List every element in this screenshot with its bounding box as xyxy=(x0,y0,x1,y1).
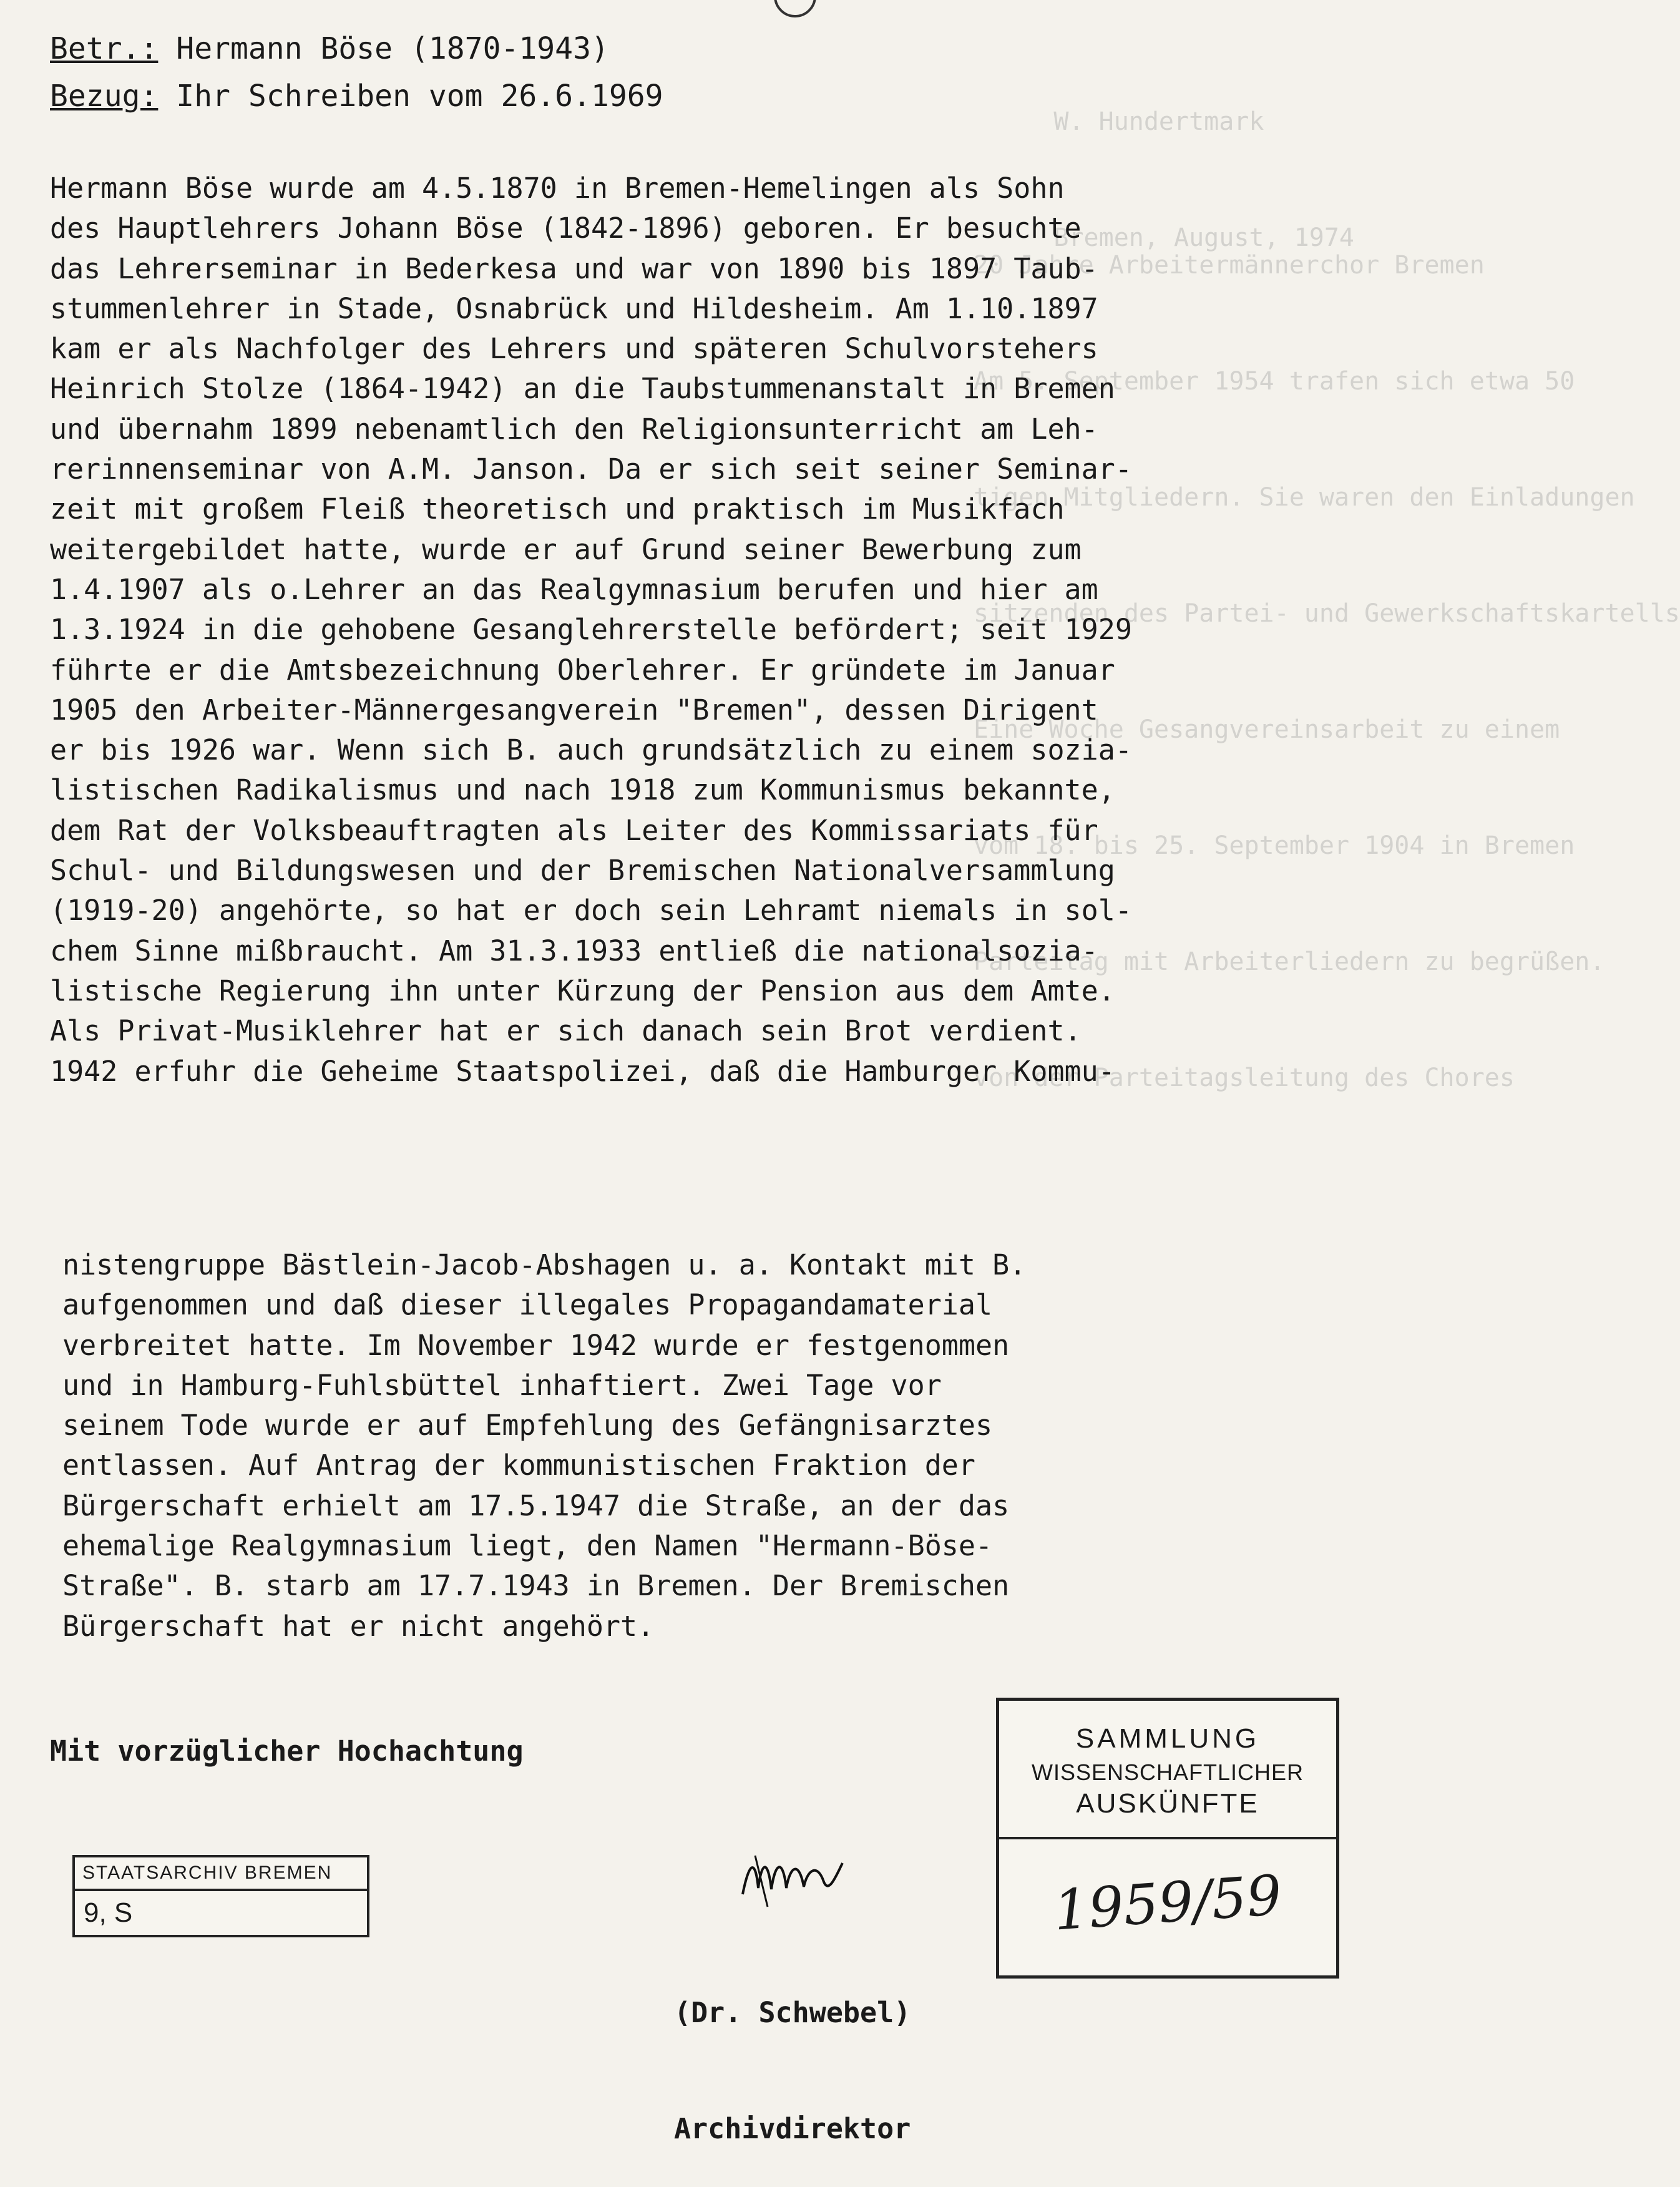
collection-stamp-line2: WISSENSCHAFTLICHER xyxy=(1031,1759,1304,1785)
bleed-line: tigen Mitgliedern. Sie waren den Einladungen xyxy=(974,483,1635,512)
body-line: aufgenommen und daß dieser illegales Propagandamaterial xyxy=(62,1288,993,1322)
body-line: Heinrich Stolze (1864-1942) an die Taubstummenanstalt in Bremen xyxy=(50,372,1115,406)
archive-stamp-title: STAATSARCHIV BREMEN xyxy=(75,1857,367,1891)
top-punch-mark xyxy=(774,0,816,17)
reference-line xyxy=(50,72,663,120)
body-line: 1.3.1924 in die gehobene Gesanglehrerstelle befördert; seit 1929 xyxy=(50,613,1132,647)
subject-text: Hermann Böse (1870-1943) xyxy=(176,31,609,66)
bleed-line: 20 Jahre Arbeitermännerchor Bremen xyxy=(974,251,1485,280)
body-line: (1919-20) angehörte, so hat er doch sein Lehramt niemals in sol- xyxy=(50,894,1132,927)
archive-stamp-number: 9, S xyxy=(84,1897,133,1928)
body-line: listischen Radikalismus und nach 1918 zum Kommunismus bekannte, xyxy=(50,773,1115,807)
body-line: weitergebildet hatte, wurde er auf Grund seiner Bewerbung zum xyxy=(50,532,1082,566)
archive-stamp xyxy=(72,1855,369,1937)
subject-label: Betr.: xyxy=(50,31,159,66)
body-line: seinem Tode wurde er auf Empfehlung des Gefängnisarztes xyxy=(62,1409,993,1442)
body-line: 1942 erfuhr die Geheime Staatspolizei, daß die Hamburger Kommu- xyxy=(50,1054,1115,1088)
bleed-line: Parteitag mit Arbeiterliedern zu begrüßen. xyxy=(974,947,1605,976)
closing-salutation: Mit vorzüglicher Hochachtung xyxy=(50,1734,524,1768)
bleed-line: sitzenden des Partei- und Gewerkschaftskartells xyxy=(974,599,1680,628)
bleed-line: Am 5. September 1954 trafen sich etwa 50 xyxy=(974,367,1575,396)
letter-body-continued xyxy=(62,1245,1026,1646)
bleed-line: Eine Woche Gesangvereinsarbeit zu einem xyxy=(974,715,1560,744)
signatory-block xyxy=(674,1916,911,2187)
body-line: Bürgerschaft hat er nicht angehört. xyxy=(62,1609,655,1643)
collection-stamp xyxy=(996,1698,1339,1979)
body-line: Straße". B. starb am 17.7.1943 in Bremen. Der Bremischen xyxy=(62,1569,1010,1603)
subject-line xyxy=(50,25,663,72)
bleed-line: von der Parteitagsleitung des Chores xyxy=(974,1064,1515,1092)
bleed-line: vom 18. bis 25. September 1904 in Bremen xyxy=(974,831,1575,860)
reference-label: Bezug: xyxy=(50,79,159,114)
collection-stamp-line1: SAMMLUNG xyxy=(1075,1723,1260,1754)
body-line: listische Regierung ihn unter Kürzung der Pension aus dem Amte. xyxy=(50,974,1115,1007)
body-line: und übernahm 1899 nebenamtlich den Religionsunterricht am Leh- xyxy=(50,412,1098,446)
body-line: dem Rat der Volksbeauftragten als Leiter des Kommissariats für xyxy=(50,813,1098,847)
bleed-line: W. Hundertmark xyxy=(1053,107,1264,136)
signatory-title: Archivdirektor xyxy=(674,2112,911,2145)
body-line: das Lehrerseminar in Bederkesa und war von 1890 bis 1897 Taub- xyxy=(50,252,1098,285)
body-line: Hermann Böse wurde am 4.5.1870 in Bremen-Hemelingen als Sohn xyxy=(50,172,1065,205)
body-line: entlassen. Auf Antrag der kommunistischen Fraktion der xyxy=(62,1449,975,1482)
body-line: und in Hamburg-Fuhlsbüttel inhaftiert. Zwei Tage vor xyxy=(62,1368,942,1402)
body-line: nistengruppe Bästlein-Jacob-Abshagen u. a. Kontakt mit B. xyxy=(62,1248,1027,1281)
body-line: ehemalige Realgymnasium liegt, den Namen "Hermann-Böse- xyxy=(62,1529,993,1563)
body-line: Schul- und Bildungswesen und der Bremischen Nationalversammlung xyxy=(50,854,1115,888)
body-line: Bürgerschaft erhielt am 17.5.1947 die Straße, an der das xyxy=(62,1489,1010,1522)
body-line: zeit mit großem Fleiß theoretisch und praktisch im Musikfach xyxy=(50,492,1065,526)
body-line: des Hauptlehrers Johann Böse (1842-1896) geboren. Er besuchte xyxy=(50,212,1082,245)
body-line: chem Sinne mißbraucht. Am 31.3.1933 entließ die nationalsozia- xyxy=(50,934,1098,967)
body-line: verbreitet hatte. Im November 1942 wurde er festgenommen xyxy=(62,1328,1010,1362)
body-line: rerinnenseminar von A.M. Janson. Da er sich seit seiner Seminar- xyxy=(50,453,1132,486)
body-line: kam er als Nachfolger des Lehrers und späteren Schulvorstehers xyxy=(50,332,1098,366)
body-line: führte er die Amtsbezeichnung Oberlehrer. Er gründete im Januar xyxy=(50,653,1115,687)
letter-body xyxy=(50,169,1273,1092)
body-line: Als Privat-Musiklehrer hat er sich danach sein Brot verdient. xyxy=(50,1014,1082,1048)
body-line: er bis 1926 war. Wenn sich B. auch grundsätzlich zu einem sozia- xyxy=(50,733,1132,767)
bleed-line: Bremen, August, 1974 xyxy=(1053,223,1354,252)
body-line: 1905 den Arbeiter-Männergesangverein "Bremen", dessen Dirigent xyxy=(50,693,1098,727)
reference-block xyxy=(50,25,663,120)
body-line: 1.4.1907 als o.Lehrer an das Realgymnasium berufen und hier am xyxy=(50,572,1098,606)
collection-stamp-line3: AUSKÜNFTE xyxy=(1076,1788,1259,1819)
body-line: stummenlehrer in Stade, Osnabrück und Hildesheim. Am 1.10.1897 xyxy=(50,291,1098,325)
collection-stamp-handwritten-number: 1959/59 xyxy=(1052,1862,1284,1943)
reference-text: Ihr Schreiben vom 26.6.1969 xyxy=(176,79,663,114)
collection-stamp-divider xyxy=(999,1837,1336,1839)
signatory-name: (Dr. Schwebel) xyxy=(674,1996,911,2029)
